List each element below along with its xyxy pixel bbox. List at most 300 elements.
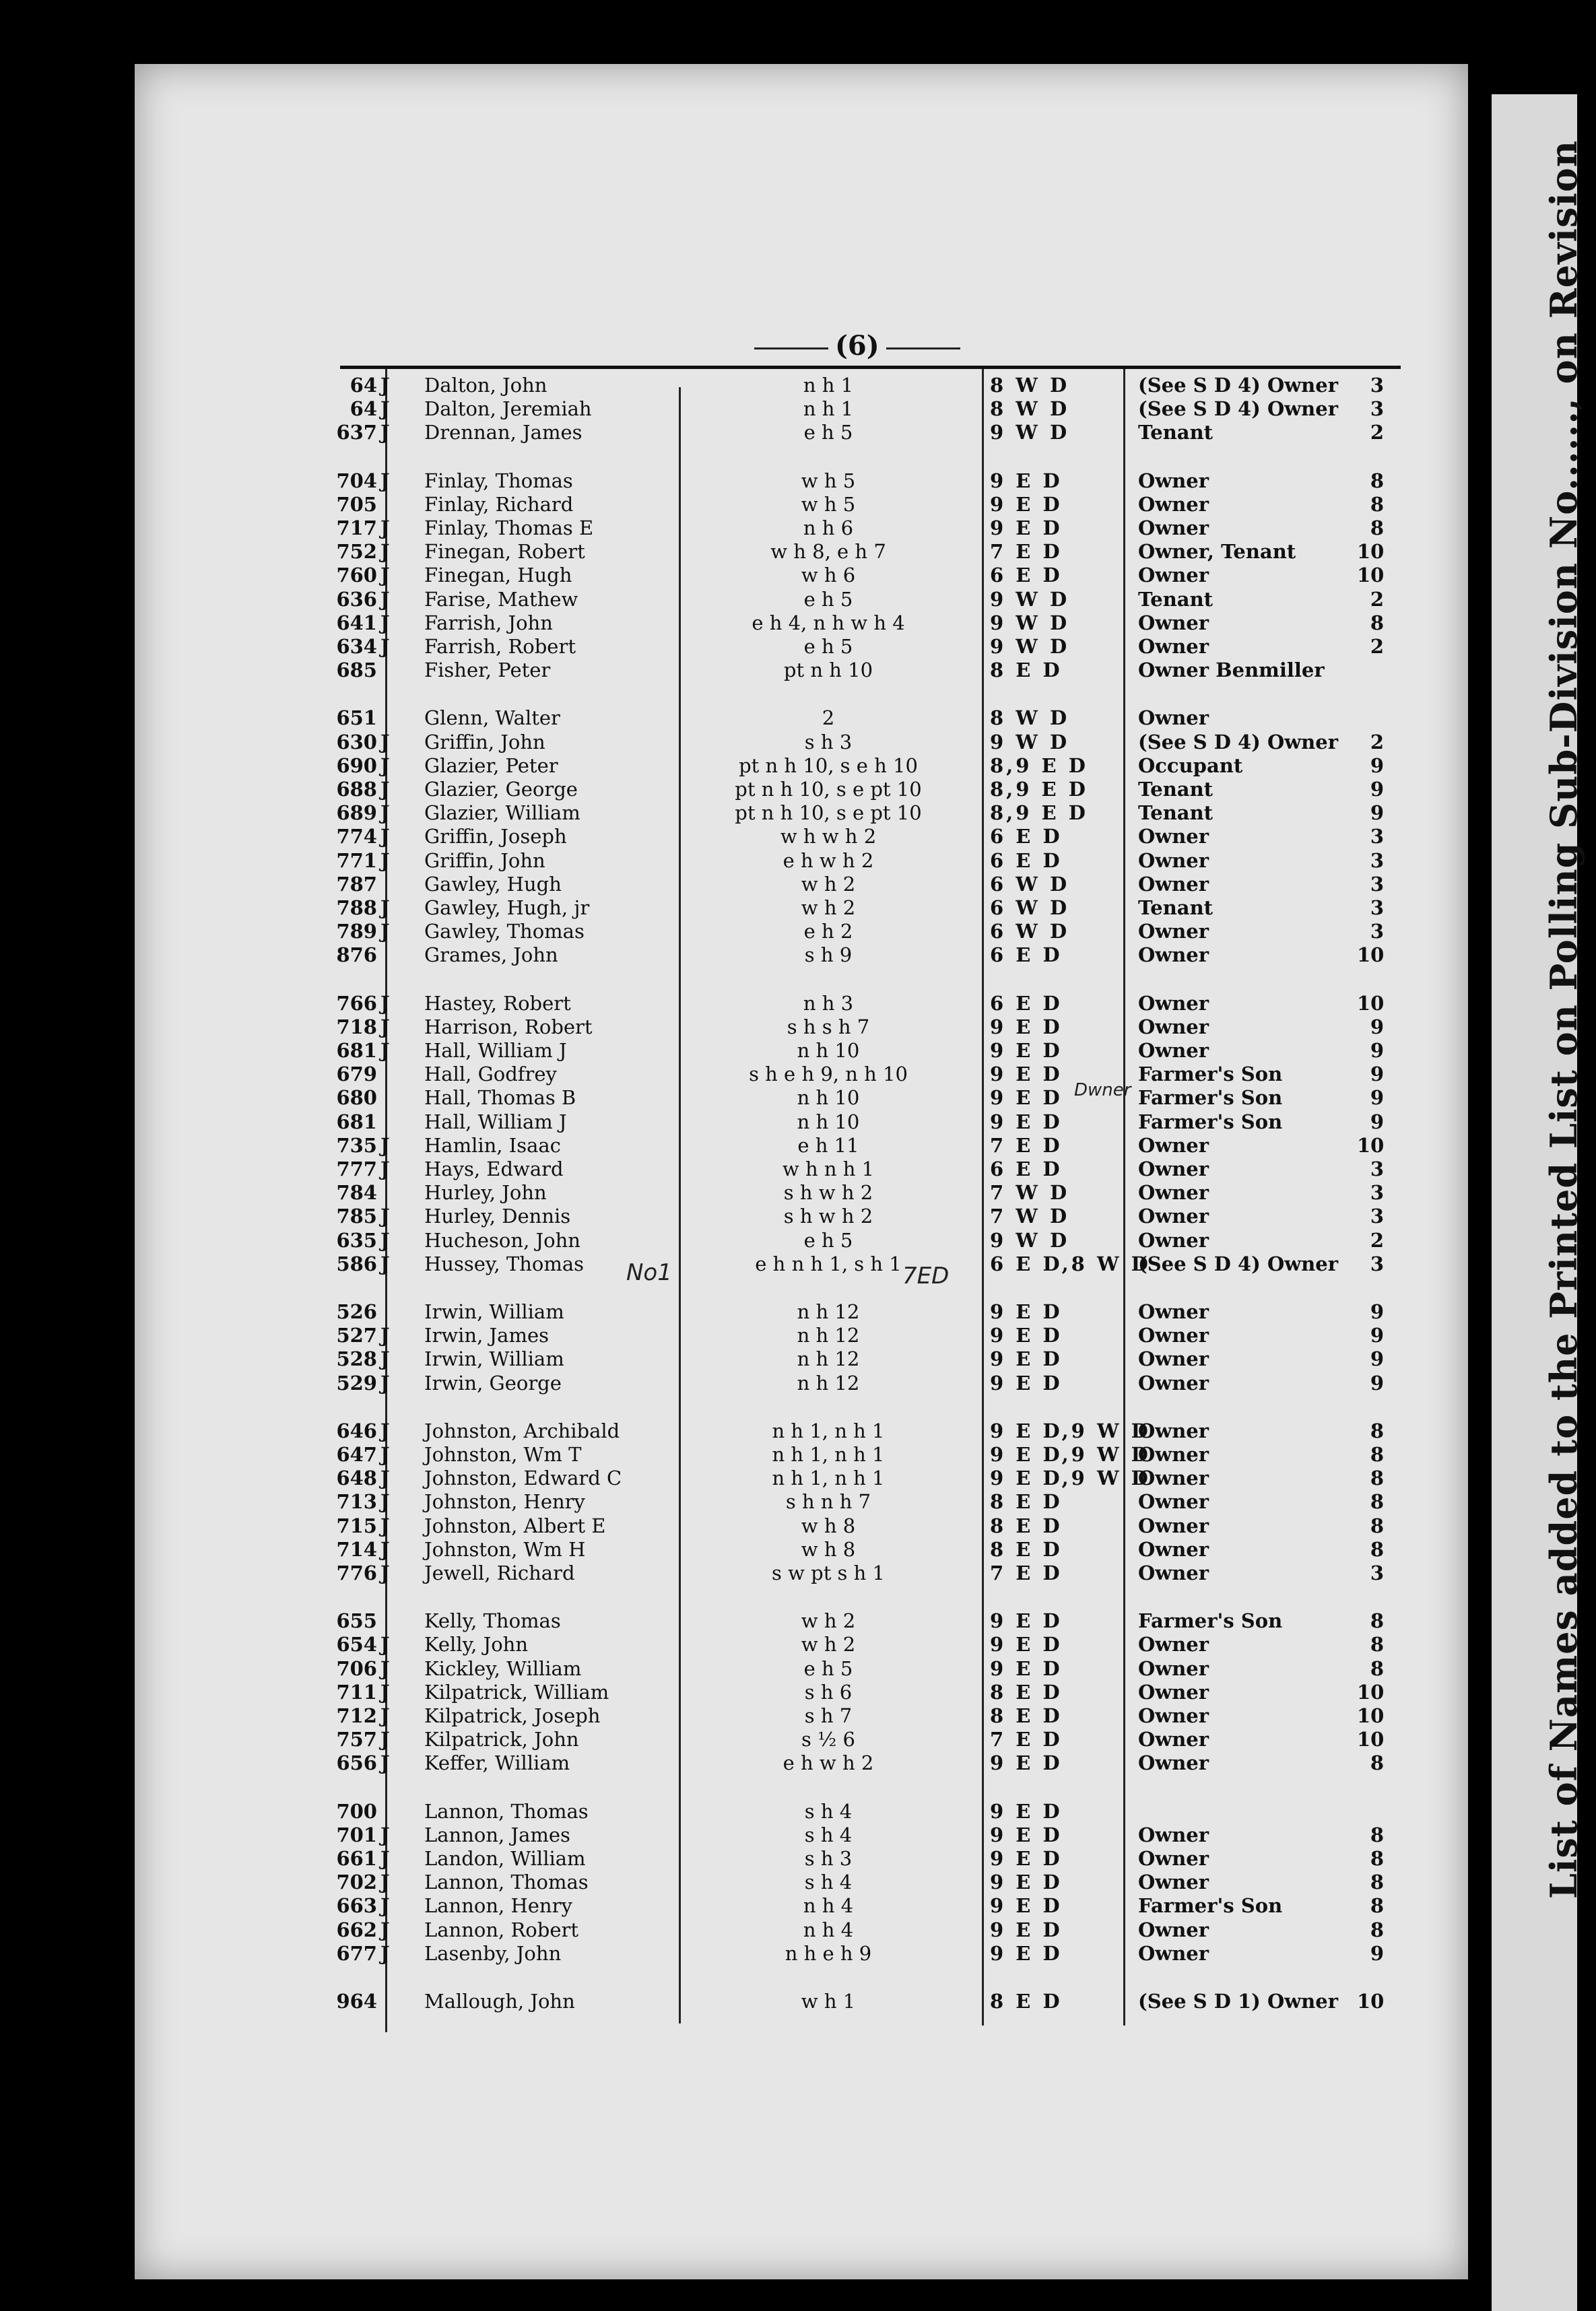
voter-name: Johnston, Archibald <box>424 1419 620 1442</box>
list-item <box>0 1300 1414 1322</box>
lot-description: n h 1 <box>803 374 854 397</box>
voter-name: Irwin, William <box>424 1347 564 1371</box>
school-section: 3 <box>1370 397 1384 421</box>
school-section: 8 <box>1370 611 1384 634</box>
lot-description: w h w h 2 <box>780 825 877 848</box>
concession-division: 7 W D <box>990 1181 1070 1205</box>
juror-mark: J <box>380 1371 390 1395</box>
lot-description: e h 5 <box>803 1228 853 1252</box>
entry-number: 663 <box>336 1894 377 1918</box>
voter-name: Jewell, Richard <box>424 1562 575 1584</box>
qualification: Owner <box>1138 1514 1209 1537</box>
school-section: 8 <box>1370 1537 1384 1561</box>
list-item <box>0 1609 1414 1632</box>
voter-name: Lannon, James <box>424 1823 570 1846</box>
lot-description: n h 1, n h 1 <box>772 1467 885 1490</box>
lot-description: e h 5 <box>803 1656 853 1680</box>
concession-division: 8 E D <box>990 1680 1063 1704</box>
concession-division: 7 E D <box>990 1728 1063 1751</box>
qualification: Owner <box>1138 1324 1209 1347</box>
entry-number: 784 <box>336 1181 377 1205</box>
qualification: Owner <box>1138 1443 1209 1466</box>
entry-number: 635 <box>336 1228 377 1252</box>
lot-description: n h 12 <box>797 1324 860 1347</box>
lot-description: s h s h 7 <box>787 1015 870 1038</box>
juror-mark: J <box>380 1728 390 1751</box>
entry-number: 681 <box>336 1110 377 1133</box>
school-section: 8 <box>1370 492 1384 516</box>
lot-description: s h e h 9, n h 10 <box>749 1063 908 1086</box>
concession-division: 6 E D <box>990 848 1063 872</box>
list-item <box>0 540 1414 562</box>
qualification: Owner <box>1138 1467 1209 1490</box>
school-section: 8 <box>1370 1419 1384 1442</box>
list-item <box>0 1871 1414 1893</box>
qualification: (See S D 4) Owner <box>1138 374 1338 397</box>
entry-number: 648 <box>336 1467 377 1490</box>
concession-division: 9 E D <box>990 1324 1063 1347</box>
lot-description: pt n h 10 <box>783 659 873 682</box>
entry-number: 717 <box>336 516 377 539</box>
juror-mark: J <box>380 1419 390 1442</box>
list-item <box>0 1894 1414 1916</box>
qualification: Owner <box>1138 1181 1209 1205</box>
entry-number: 714 <box>336 1537 377 1561</box>
voter-name: Kilpatrick, William <box>424 1680 609 1704</box>
list-item <box>0 731 1414 753</box>
qualification: Tenant <box>1138 778 1213 801</box>
lot-description: w h 8 <box>801 1514 856 1537</box>
school-section: 8 <box>1370 1918 1384 1941</box>
entry-number: 706 <box>336 1656 377 1680</box>
lot-description: 2 <box>822 706 835 730</box>
juror-mark: J <box>380 469 390 492</box>
concession-division: 9 E D <box>990 1894 1063 1918</box>
school-section: 9 <box>1370 1039 1384 1062</box>
lot-description: n h 1, n h 1 <box>772 1443 885 1466</box>
entry-number: 529 <box>336 1371 377 1395</box>
school-section: 10 <box>1357 564 1385 587</box>
lot-description: s ½ 6 <box>801 1728 855 1751</box>
entry-number: 677 <box>336 1941 377 1965</box>
lot-description: w h 2 <box>801 1633 856 1656</box>
school-section: 9 <box>1370 778 1384 801</box>
entry-number: 757 <box>336 1728 377 1751</box>
concession-division: 6 E D <box>990 943 1063 967</box>
voter-name: Lannon, Henry <box>424 1894 572 1918</box>
juror-mark: J <box>380 1823 390 1846</box>
qualification: Owner <box>1138 1847 1209 1870</box>
list-item <box>0 1704 1414 1727</box>
entry-number: 527 <box>336 1324 377 1347</box>
concession-division: 9 E D <box>990 1609 1063 1633</box>
juror-mark: J <box>380 730 390 753</box>
qualification: Owner <box>1138 1704 1209 1727</box>
qualification: Owner <box>1138 1205 1209 1228</box>
entry-number: 679 <box>336 1063 377 1086</box>
list-item <box>0 1181 1414 1203</box>
lot-description: pt n h 10, s e h 10 <box>739 753 918 777</box>
list-item <box>0 825 1414 847</box>
qualification: Owner <box>1138 1918 1209 1941</box>
voter-name: Finegan, Robert <box>424 540 585 564</box>
qualification: Owner <box>1138 492 1209 516</box>
entry-number: 704 <box>336 469 377 492</box>
entry-number: 700 <box>336 1799 377 1823</box>
entry-number: 705 <box>336 492 377 516</box>
lot-description: e h 2 <box>803 920 853 943</box>
entry-number: 785 <box>336 1205 377 1228</box>
concession-division: 6 E D <box>990 825 1063 848</box>
qualification: Farmer's Son <box>1138 1110 1283 1133</box>
lot-description: pt n h 10, s e pt 10 <box>735 801 922 825</box>
concession-division: 9 E D,9 W D <box>990 1467 1151 1490</box>
lot-description: e h 5 <box>803 587 853 611</box>
entry-number: 656 <box>336 1751 377 1775</box>
voter-name: Mallough, John <box>424 1990 575 2013</box>
list-item <box>0 1728 1414 1750</box>
voter-name: Landon, William <box>424 1847 586 1870</box>
school-section: 8 <box>1370 1443 1384 1466</box>
concession-division: 9 E D <box>990 1656 1063 1680</box>
entry-number: 702 <box>336 1871 377 1894</box>
list-item <box>0 1205 1414 1227</box>
list-item <box>0 469 1414 492</box>
concession-division: 8 E D <box>990 1990 1063 2013</box>
list-item <box>0 754 1414 776</box>
qualification: Owner <box>1138 1562 1209 1584</box>
voter-name: Kilpatrick, Joseph <box>424 1704 601 1727</box>
entry-number: 647 <box>336 1443 377 1466</box>
list-item <box>0 1800 1414 1822</box>
school-section: 10 <box>1357 1133 1385 1157</box>
concession-division: 9 E D <box>990 1086 1063 1110</box>
lot-description: w h 8, e h 7 <box>770 540 886 564</box>
school-section: 8 <box>1370 516 1384 539</box>
voter-name: Griffin, John <box>424 848 545 872</box>
juror-mark: J <box>380 564 390 587</box>
entry-number: 771 <box>336 848 377 872</box>
qualification: Owner <box>1138 1300 1209 1323</box>
list-item <box>0 611 1414 634</box>
voter-name: Griffin, Joseph <box>424 825 567 848</box>
concession-division: 9 E D <box>990 1371 1063 1395</box>
concession-division: 8 E D <box>990 1704 1063 1727</box>
juror-mark: J <box>380 1443 390 1466</box>
list-item <box>0 873 1414 895</box>
juror-mark: J <box>380 991 390 1015</box>
school-section: 9 <box>1370 1941 1384 1965</box>
juror-mark: J <box>380 1941 390 1965</box>
concession-division: 7 E D <box>990 1562 1063 1584</box>
juror-mark: J <box>380 1704 390 1727</box>
entry-number: 634 <box>336 635 377 658</box>
entry-number: 776 <box>336 1562 377 1584</box>
juror-mark: J <box>380 1656 390 1680</box>
entry-number: 789 <box>336 920 377 943</box>
voter-name: Hall, William J <box>424 1110 567 1133</box>
entry-number: 760 <box>336 564 377 587</box>
qualification: Owner <box>1138 943 1209 967</box>
concession-division: 8 E D <box>990 1514 1063 1537</box>
concession-division: 9 W D <box>990 730 1070 753</box>
list-item <box>0 1158 1414 1180</box>
lot-description: n h e h 9 <box>785 1941 872 1965</box>
concession-division: 7 E D <box>990 540 1063 564</box>
school-section: 8 <box>1370 1609 1384 1633</box>
school-section: 9 <box>1370 1015 1384 1038</box>
voter-name: Finegan, Hugh <box>424 564 572 587</box>
lot-description: s h 7 <box>804 1704 853 1727</box>
concession-division: 9 E D <box>990 1110 1063 1133</box>
list-item <box>0 1443 1414 1465</box>
concession-division: 9 E D <box>990 1751 1063 1775</box>
qualification: Owner <box>1138 991 1209 1015</box>
school-section: 3 <box>1370 1562 1384 1584</box>
qualification: Owner <box>1138 516 1209 539</box>
list-item <box>0 896 1414 918</box>
concession-division: 9 W D <box>990 1228 1070 1252</box>
concession-division: 7 W D <box>990 1205 1070 1228</box>
concession-division: 9 E D <box>990 469 1063 492</box>
handwritten-note-3: Dwner <box>1074 1080 1131 1100</box>
school-section: 8 <box>1370 1514 1384 1537</box>
lot-description: e h n h 1, s h 1 <box>755 1252 902 1275</box>
lot-description: e h w h 2 <box>783 1751 874 1775</box>
list-item <box>0 1110 1414 1133</box>
lot-description: n h 4 <box>803 1918 854 1941</box>
handwritten-note-2: 7ED <box>902 1263 950 1290</box>
juror-mark: J <box>380 1537 390 1561</box>
list-item <box>0 1467 1414 1489</box>
entry-number: 685 <box>336 659 377 682</box>
entry-number: 715 <box>336 1514 377 1537</box>
qualification: (See S D 4) Owner <box>1138 1252 1338 1275</box>
qualification: Owner <box>1138 1371 1209 1395</box>
juror-mark: J <box>380 1847 390 1870</box>
concession-division: 9 E D <box>990 1300 1063 1323</box>
juror-mark: J <box>380 753 390 777</box>
qualification: Tenant <box>1138 896 1213 919</box>
lot-description: n h 3 <box>803 991 854 1015</box>
school-section: 3 <box>1370 848 1384 872</box>
qualification: Farmer's Son <box>1138 1063 1283 1086</box>
concession-division: 9 E D <box>990 1799 1063 1823</box>
qualification: Owner <box>1138 1728 1209 1751</box>
concession-division: 9 E D <box>990 1847 1063 1870</box>
voter-name: Hall, William J <box>424 1039 567 1062</box>
lot-description: s h 9 <box>804 943 853 967</box>
list-item <box>0 920 1414 942</box>
voter-name: Finlay, Richard <box>424 492 574 516</box>
voter-name: Johnston, Wm H <box>424 1537 586 1561</box>
voter-name: Glazier, George <box>424 778 578 801</box>
voter-name: Hamlin, Isaac <box>424 1133 561 1157</box>
lot-description: s h 6 <box>804 1680 853 1704</box>
voter-name: Glazier, William <box>424 801 580 825</box>
list-item <box>0 588 1414 610</box>
list-item <box>0 943 1414 966</box>
concession-division: 8,9 E D <box>990 801 1088 825</box>
entry-number: 766 <box>336 991 377 1015</box>
lot-description: n h 6 <box>803 516 854 539</box>
lot-description: n h 4 <box>803 1894 854 1918</box>
school-section: 8 <box>1370 1871 1384 1894</box>
entry-number: 689 <box>336 801 377 825</box>
juror-mark: J <box>380 1133 390 1157</box>
lot-description: n h 1 <box>803 397 854 421</box>
voter-name: Fisher, Peter <box>424 659 551 682</box>
juror-mark: J <box>380 1039 390 1062</box>
school-section: 8 <box>1370 1823 1384 1846</box>
side-title: List of Names added to the Printed List on Polling Sub-Division No......, on Revision <box>1542 139 1585 1899</box>
lot-description: n h 10 <box>797 1086 860 1110</box>
school-section: 3 <box>1370 825 1384 848</box>
juror-mark: J <box>380 896 390 919</box>
qualification: Owner <box>1138 706 1209 730</box>
entry-number: 586 <box>336 1252 377 1275</box>
qualification: (See S D 1) Owner <box>1138 1990 1338 2013</box>
entry-number: 690 <box>336 753 377 777</box>
voter-name: Irwin, James <box>424 1324 549 1347</box>
list-item <box>0 1252 1414 1275</box>
voter-name: Lannon, Robert <box>424 1918 579 1941</box>
school-section: 8 <box>1370 1751 1384 1775</box>
school-section: 8 <box>1370 1467 1384 1490</box>
list-item <box>0 421 1414 443</box>
school-section: 9 <box>1370 1063 1384 1086</box>
voter-name: Johnston, Edward C <box>424 1467 622 1490</box>
concession-division: 8 W D <box>990 374 1070 397</box>
juror-mark: J <box>380 1015 390 1038</box>
qualification: Occupant <box>1138 753 1243 777</box>
entry-number: 774 <box>336 825 377 848</box>
school-section: 3 <box>1370 1181 1384 1205</box>
juror-mark: J <box>380 1514 390 1537</box>
school-section: 9 <box>1370 1324 1384 1347</box>
voter-name: Johnston, Albert E <box>424 1514 606 1537</box>
voter-name: Glenn, Walter <box>424 706 560 730</box>
juror-mark: J <box>380 778 390 801</box>
list-item <box>0 516 1414 539</box>
entry-number: 735 <box>336 1133 377 1157</box>
juror-mark: J <box>380 1158 390 1180</box>
qualification: Owner Benmiller <box>1138 659 1325 682</box>
list-item <box>0 1347 1414 1370</box>
juror-mark: J <box>380 1324 390 1347</box>
entry-number: 641 <box>336 611 377 634</box>
concession-division: 6 E D <box>990 991 1063 1015</box>
lot-description: s h w h 2 <box>783 1181 873 1205</box>
qualification: Owner <box>1138 1039 1209 1062</box>
school-section: 3 <box>1370 896 1384 919</box>
qualification: Tenant <box>1138 421 1213 444</box>
juror-mark: J <box>380 1467 390 1490</box>
qualification: Owner <box>1138 1941 1209 1965</box>
school-section: 8 <box>1370 1633 1384 1656</box>
concession-division: 9 E D <box>990 1063 1063 1086</box>
list-item <box>0 397 1414 420</box>
voter-name: Hays, Edward <box>424 1158 564 1180</box>
qualification: Owner <box>1138 1015 1209 1038</box>
voter-name: Gawley, Hugh, jr <box>424 896 590 919</box>
voter-name: Irwin, William <box>424 1300 564 1323</box>
qualification: Farmer's Son <box>1138 1609 1283 1633</box>
qualification: Owner <box>1138 1158 1209 1180</box>
handwritten-note-1: No1 <box>626 1259 672 1286</box>
qualification: Owner <box>1138 611 1209 634</box>
voter-name: Kelly, John <box>424 1633 529 1656</box>
entry-number: 718 <box>336 1015 377 1038</box>
list-item <box>0 564 1414 586</box>
qualification: Farmer's Son <box>1138 1086 1283 1110</box>
lot-description: e h 5 <box>803 635 853 658</box>
school-section: 2 <box>1370 421 1384 444</box>
lot-description: w h n h 1 <box>782 1158 875 1180</box>
list-item <box>0 1490 1414 1512</box>
juror-mark: J <box>380 801 390 825</box>
voter-name: Grames, John <box>424 943 558 967</box>
qualification: Owner <box>1138 1633 1209 1656</box>
school-section: 9 <box>1370 753 1384 777</box>
juror-mark: J <box>380 1347 390 1371</box>
list-item <box>0 1562 1414 1584</box>
juror-mark: J <box>380 920 390 943</box>
juror-mark: J <box>380 1894 390 1918</box>
entry-number: 701 <box>336 1823 377 1846</box>
voter-name: Hurley, John <box>424 1181 547 1205</box>
concession-division: 8,9 E D <box>990 753 1088 777</box>
school-section: 9 <box>1370 1110 1384 1133</box>
entry-number: 964 <box>336 1990 377 2013</box>
lot-description: s h 4 <box>804 1871 853 1894</box>
entry-number: 528 <box>336 1347 377 1371</box>
voter-name: Hussey, Thomas <box>424 1252 585 1275</box>
qualification: Tenant <box>1138 801 1213 825</box>
list-item <box>0 849 1414 871</box>
concession-division: 8 W D <box>990 397 1070 421</box>
lot-description: n h 12 <box>797 1371 860 1395</box>
entry-number: 651 <box>336 706 377 730</box>
entry-number: 787 <box>336 872 377 896</box>
school-section: 9 <box>1370 1086 1384 1110</box>
lot-description: w h 8 <box>801 1537 856 1561</box>
juror-mark: J <box>380 1871 390 1894</box>
list-item <box>0 1086 1414 1108</box>
voter-name: Kelly, Thomas <box>424 1609 561 1633</box>
concession-division: 9 E D,9 W D <box>990 1419 1151 1442</box>
concession-division: 9 E D <box>990 492 1063 516</box>
entry-number: 788 <box>336 896 377 919</box>
voter-name: Finlay, Thomas E <box>424 516 594 539</box>
juror-mark: J <box>380 1252 390 1275</box>
school-section: 10 <box>1357 1680 1385 1704</box>
lot-description: n h 1, n h 1 <box>772 1419 885 1442</box>
juror-mark: J <box>380 611 390 634</box>
juror-mark: J <box>380 397 390 421</box>
qualification: Owner <box>1138 1133 1209 1157</box>
lot-description: w h 5 <box>801 492 856 516</box>
entry-number: 777 <box>336 1158 377 1180</box>
qualification: Owner <box>1138 1680 1209 1704</box>
concession-division: 9 W D <box>990 611 1070 634</box>
list-item <box>0 992 1414 1014</box>
juror-mark: J <box>380 825 390 848</box>
voter-name: Kickley, William <box>424 1656 582 1680</box>
juror-mark: J <box>380 587 390 611</box>
voter-name: Harrison, Robert <box>424 1015 593 1038</box>
qualification: Owner <box>1138 1537 1209 1561</box>
